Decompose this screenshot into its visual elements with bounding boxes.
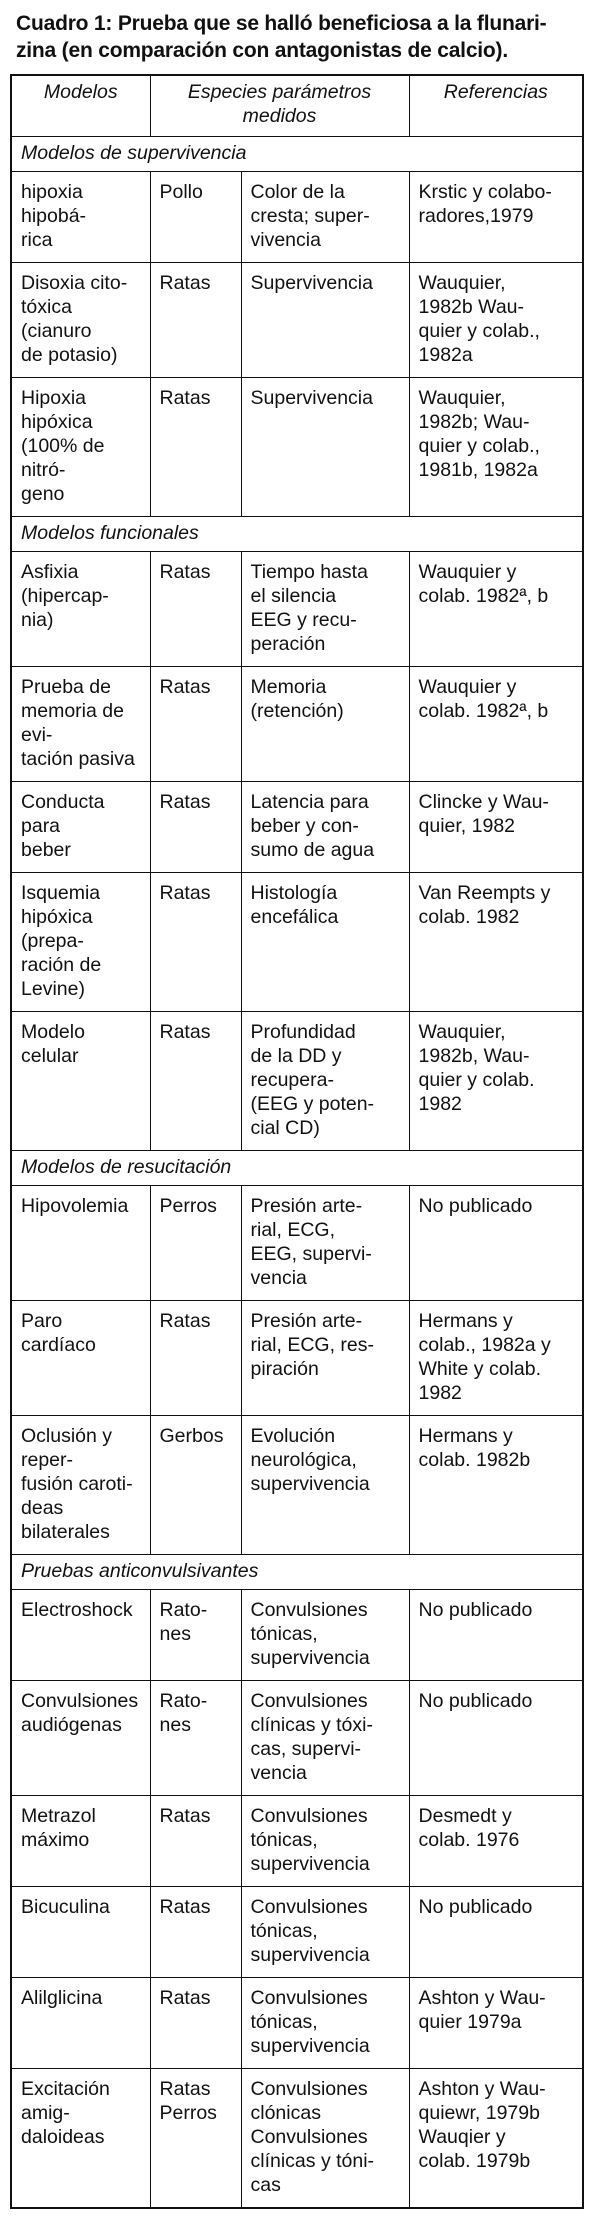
species-cell: Ratas	[150, 667, 241, 782]
parameters-cell: Tiempo hasta el silencia EEG y recu- peración	[241, 552, 409, 667]
table-row	[11, 1301, 583, 1416]
parameters-cell: Convulsiones tónicas, supervivencia	[241, 1590, 409, 1681]
model-cell: Paro cardíaco	[11, 1301, 150, 1416]
reference-cell: No publicado	[409, 1887, 583, 1978]
table-row	[11, 873, 583, 1012]
table-caption: Cuadro 1: Prueba que se halló beneficiosa a la flunari- zina (en comparación con antagonistas de calcio).	[16, 12, 547, 62]
parameters-cell: Convulsiones tónicas, supervivencia	[241, 1978, 409, 2069]
model-cell: Alilglicina	[11, 1978, 150, 2069]
reference-cell: Wauquier y colab. 1982ª, b	[409, 667, 583, 782]
section-title: Modelos de supervivencia	[11, 137, 583, 172]
parameters-cell: Presión arte- rial, ECG, res- piración	[241, 1301, 409, 1416]
reference-cell: Ashton y Wau- quier 1979a	[409, 1978, 583, 2069]
parameters-cell: Convulsiones clónicas Convulsiones clínicas y tóni- cas	[241, 2069, 409, 2209]
species-cell: Ratas Perros	[150, 2069, 241, 2209]
header-especies-parametros: Especies parámetros medidos	[150, 75, 409, 137]
model-cell: Isquemia hipóxica (prepa- ración de Levine)	[11, 873, 150, 1012]
model-cell: Hipoxia hipóxica (100% de nitró- geno	[11, 378, 150, 517]
parameters-cell: Presión arte- rial, ECG, EEG, supervi- vencia	[241, 1186, 409, 1301]
species-cell: Ratas	[150, 263, 241, 378]
parameters-cell: Convulsiones tónicas, supervivencia	[241, 1887, 409, 1978]
table-row	[11, 782, 583, 873]
model-cell: Modelo celular	[11, 1012, 150, 1151]
table-row	[11, 263, 583, 378]
model-cell: Hipovolemia	[11, 1186, 150, 1301]
reference-cell: Desmedt y colab. 1976	[409, 1796, 583, 1887]
reference-cell: Wauquier, 1982b Wau- quier y colab., 1982a	[409, 263, 583, 378]
model-cell: Oclusión y reper- fusión caroti- deas bilaterales	[11, 1416, 150, 1555]
section-row	[11, 517, 583, 552]
species-cell: Pollo	[150, 172, 241, 263]
species-cell: Ratas	[150, 1978, 241, 2069]
table-row	[11, 667, 583, 782]
header-referencias: Referencias	[409, 75, 583, 137]
species-cell: Perros	[150, 1186, 241, 1301]
parameters-cell: Color de la cresta; super- vivencia	[241, 172, 409, 263]
reference-cell: Wauquier, 1982b; Wau- quier y colab., 1981b, 1982a	[409, 378, 583, 517]
table-row	[11, 552, 583, 667]
reference-cell: No publicado	[409, 1681, 583, 1796]
species-cell: Ratas	[150, 1796, 241, 1887]
table-row	[11, 1416, 583, 1555]
table-row	[11, 172, 583, 263]
reference-cell: Van Reempts y colab. 1982	[409, 873, 583, 1012]
species-cell: Ratas	[150, 873, 241, 1012]
section-title: Modelos de resucitación	[11, 1151, 583, 1186]
model-cell: Convulsiones audiógenas	[11, 1681, 150, 1796]
species-cell: Rato- nes	[150, 1590, 241, 1681]
reference-cell: Krstic y colabo- radores,1979	[409, 172, 583, 263]
model-cell: Asfixia (hipercap- nia)	[11, 552, 150, 667]
table-row	[11, 1590, 583, 1681]
model-cell: Prueba de memoria de evi- tación pasiva	[11, 667, 150, 782]
section-row	[11, 137, 583, 172]
species-cell: Ratas	[150, 378, 241, 517]
model-cell: Metrazol máximo	[11, 1796, 150, 1887]
parameters-cell: Convulsiones tónicas, supervivencia	[241, 1796, 409, 1887]
header-modelos: Modelos	[11, 75, 150, 137]
data-table	[10, 74, 584, 2209]
model-cell: Excitación amig- daloideas	[11, 2069, 150, 2209]
species-cell: Rato- nes	[150, 1681, 241, 1796]
table-row	[11, 1887, 583, 1978]
section-row	[11, 1151, 583, 1186]
parameters-cell: Profundidad de la DD y recupera- (EEG y poten- cial CD)	[241, 1012, 409, 1151]
species-cell: Ratas	[150, 1887, 241, 1978]
model-cell: Disoxia cito- tóxica (cianuro de potasio)	[11, 263, 150, 378]
species-cell: Ratas	[150, 1301, 241, 1416]
reference-cell: Hermans y colab. 1982b	[409, 1416, 583, 1555]
parameters-cell: Supervivencia	[241, 378, 409, 517]
parameters-cell: Supervivencia	[241, 263, 409, 378]
reference-cell: Wauquier y colab. 1982ª, b	[409, 552, 583, 667]
species-cell: Ratas	[150, 782, 241, 873]
table-row	[11, 1681, 583, 1796]
parameters-cell: Memoria (retención)	[241, 667, 409, 782]
table-row	[11, 1186, 583, 1301]
table-row	[11, 1012, 583, 1151]
section-row	[11, 1555, 583, 1590]
reference-cell: Ashton y Wau- quiewr, 1979b Wauqier y colab. 1979b	[409, 2069, 583, 2209]
table-header	[11, 75, 583, 137]
header-row	[11, 75, 583, 137]
section-title: Modelos funcionales	[11, 517, 583, 552]
model-cell: Bicuculina	[11, 1887, 150, 1978]
species-cell: Ratas	[150, 1012, 241, 1151]
section-title: Pruebas anticonvulsivantes	[11, 1555, 583, 1590]
model-cell: hipoxia hipobá- rica	[11, 172, 150, 263]
reference-cell: Hermans y colab., 1982a y White y colab. 1982	[409, 1301, 583, 1416]
table-row	[11, 1978, 583, 2069]
parameters-cell: Latencia para beber y con- sumo de agua	[241, 782, 409, 873]
table-row	[11, 1796, 583, 1887]
model-cell: Conducta para beber	[11, 782, 150, 873]
parameters-cell: Histología encefálica	[241, 873, 409, 1012]
parameters-cell: Convulsiones clínicas y tóxi- cas, supervi- vencia	[241, 1681, 409, 1796]
species-cell: Gerbos	[150, 1416, 241, 1555]
species-cell: Ratas	[150, 552, 241, 667]
reference-cell: No publicado	[409, 1590, 583, 1681]
parameters-cell: Evolución neurológica, supervivencia	[241, 1416, 409, 1555]
reference-cell: No publicado	[409, 1186, 583, 1301]
model-cell: Electroshock	[11, 1590, 150, 1681]
table-body	[11, 137, 583, 2209]
table-row	[11, 378, 583, 517]
table-row	[11, 2069, 583, 2209]
reference-cell: Wauquier, 1982b, Wau- quier y colab. 1982	[409, 1012, 583, 1151]
reference-cell: Clincke y Wau- quier, 1982	[409, 782, 583, 873]
